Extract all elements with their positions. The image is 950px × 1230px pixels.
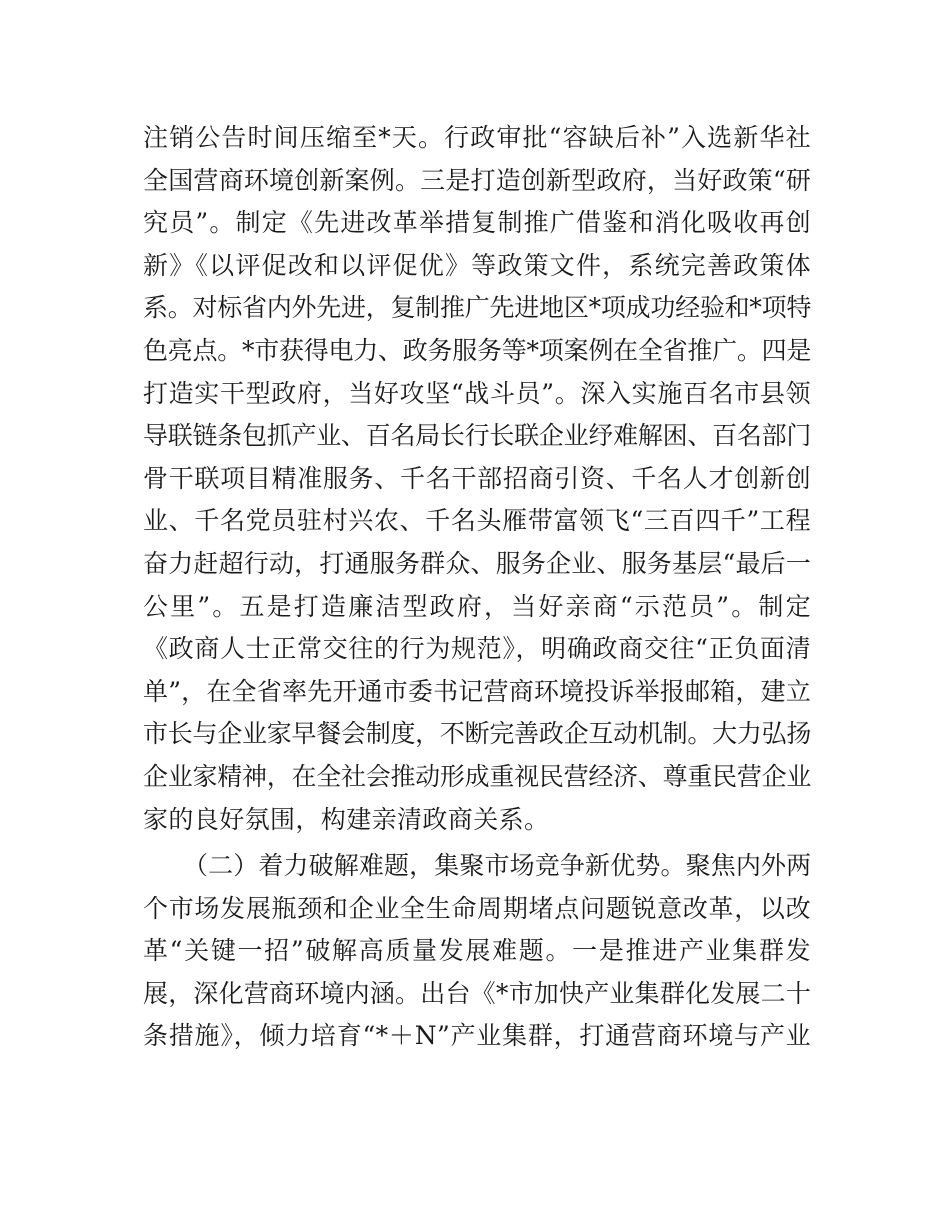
text-line: 新》《以评促改和以评促优》等政策文件，系统完善政策体 [143, 250, 811, 280]
text-line: 打造实干型政府，当好攻坚“战斗员”。深入实施百名市县领 [143, 378, 811, 408]
text-line: 家的良好氛围，构建亲清政商关系。 [143, 804, 550, 834]
text-line: 骨干联项目精准服务、千名干部招商引资、千名人才创新创 [143, 463, 811, 493]
text-line: 业、千名党员驻村兴农、千名头雁带富领飞“三百四千”工程 [143, 506, 811, 536]
text-line: 单”，在全省率先开通市委书记营商环境投诉举报邮箱，建立 [143, 676, 811, 706]
text-line: 个市场发展瓶颈和企业全生命周期堵点问题锐意改革，以改 [143, 893, 811, 923]
text-line: 市长与企业家早餐会制度，不断完善政企互动机制。大力弘扬 [143, 719, 811, 749]
text-line: 全国营商环境创新案例。三是打造创新型政府，当好政策“研 [143, 165, 811, 195]
text-line: 导联链条包抓产业、百名局长行长联企业纾难解困、百名部门 [143, 421, 811, 451]
body-paragraph-2 [143, 845, 811, 1058]
text-line: 展，深化营商环境内涵。出台《*市加快产业集群化发展二十 [143, 978, 811, 1008]
body-paragraph-1 [143, 117, 811, 841]
text-line: 注销公告时间压缩至*天。行政审批“容缺后补”入选新华社 [143, 123, 811, 152]
text-line: 公里”。五是打造廉洁型政府，当好亲商“示范员”。制定 [143, 591, 811, 621]
section-heading-line: （二）着力破解难题，集聚市场竞争新优势。聚焦内外两 [183, 851, 811, 880]
text-line: 《政商人士正常交往的行为规范》，明确政商交往“正负面清 [143, 634, 811, 664]
text-line: 色亮点。*市获得电力、政务服务等*项案例在全省推广。四是 [143, 335, 811, 365]
text-line: 系。对标省内外先进，复制推广先进地区*项成功经验和*项特 [143, 293, 811, 323]
text-line: 究员”。制定《先进改革举措复制推广借鉴和消化吸收再创 [143, 208, 811, 238]
text-line: 企业家精神，在全社会推动形成重视民营经济、尊重民营企业 [143, 761, 811, 791]
text-line: 条措施》，倾力培育“*＋N”产业集群，打通营商环境与产业 [143, 1021, 811, 1051]
text-line: 革“关键一招”破解高质量发展难题。一是推进产业集群发 [143, 936, 811, 966]
text-line: 奋力赶超行动，打通服务群众、服务企业、服务基层“最后一 [143, 548, 811, 578]
